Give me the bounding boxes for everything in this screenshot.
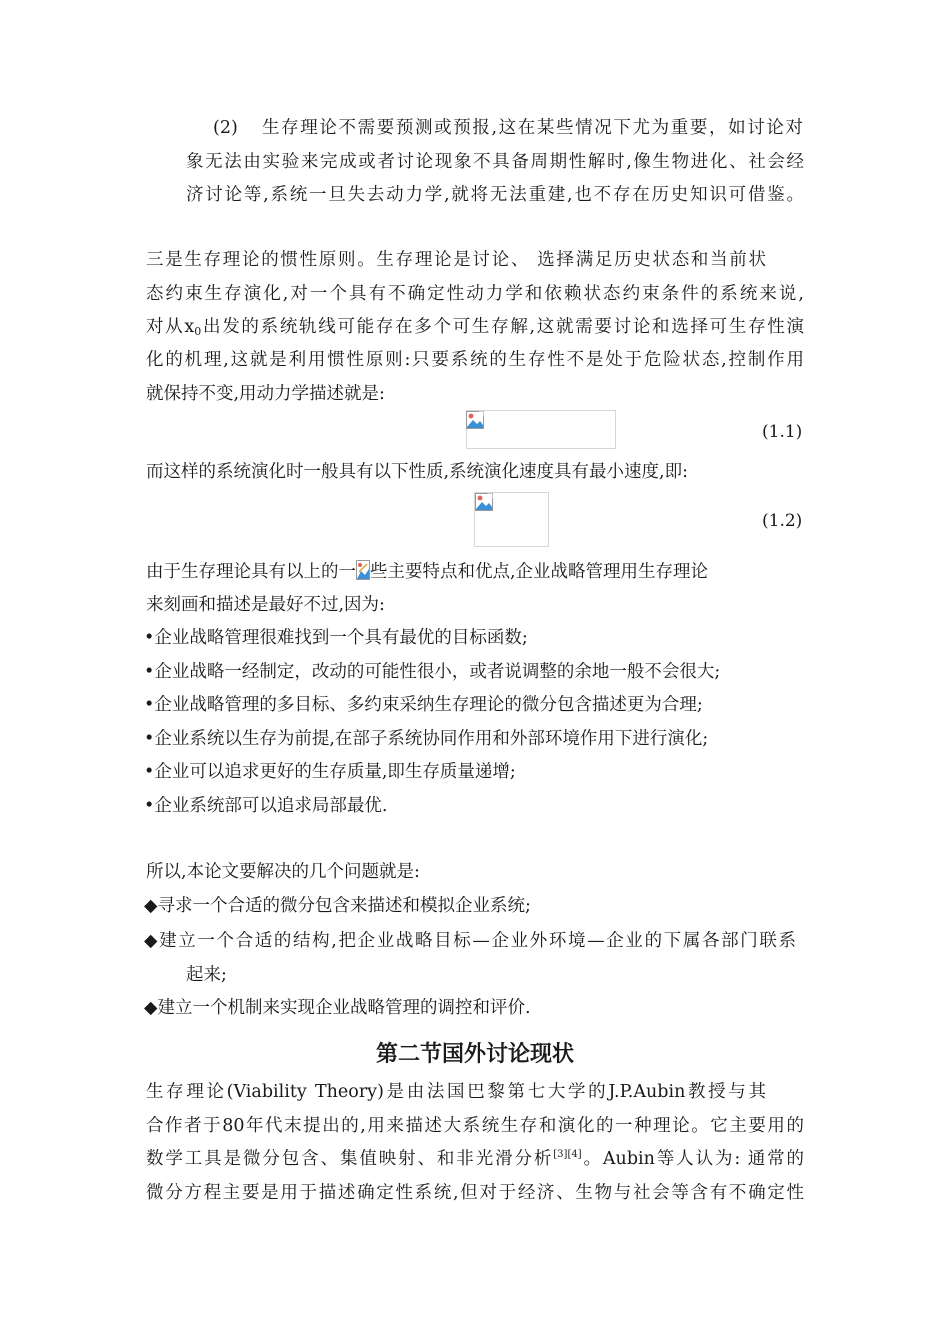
paragraph-line: 而这样的系统演化时一般具有以下性质,系统演化速度具有最小速度,即:: [146, 462, 689, 482]
broken-image-icon: [356, 560, 370, 580]
paragraph-line: [146, 1147, 804, 1171]
list-item: •企业系统部可以追求局部最优.: [144, 796, 388, 816]
paragraph-line: 所以,本论文要解决的几个问题就是:: [146, 862, 420, 882]
paragraph-line: 生存理论不需要预测或预报,这在某些情况下尤为重要，如讨论对: [262, 118, 803, 138]
paragraph-line: [146, 560, 708, 584]
paragraph-line: 态约束生存演化,对一个具有不确定性动力学和依赖状态约束条件的系统来说,: [146, 284, 804, 304]
paragraph-line: 化的机理,这就是利用惯性原则:只要系统的生存性不是处于危险状态,控制作用: [146, 350, 804, 370]
list-item: ◆寻求一个合适的微分包含来描述和模拟企业系统;: [144, 896, 531, 916]
paragraph-line: 济讨论等,系统一旦失去动力学,就将无法重建,也不存在历史知识可借鉴。: [186, 185, 804, 205]
broken-image-icon: [475, 493, 493, 511]
list-item: •企业系统以生存为前提,在部子系统协同作用和外部环境作用下进行演化;: [144, 729, 709, 749]
list-item: ◆建立一个机制来实现企业战略管理的调控和评价.: [144, 998, 531, 1018]
list-item-number: (2): [213, 118, 238, 138]
paragraph-line: 就保持不变,用动力学描述就是:: [146, 384, 385, 404]
list-item: •企业战略管理很难找到一个具有最优的目标函数;: [144, 628, 528, 648]
text-segment: 由于生存理论具有以上的一: [146, 562, 356, 582]
section-heading: 第二节国外讨论现状: [375, 1042, 574, 1067]
subscript: 0: [194, 325, 202, 338]
list-item: •企业可以追求更好的生存质量,即生存质量递增;: [144, 762, 516, 782]
text-segment: 对从x: [146, 317, 195, 337]
citation: [3][4]: [553, 1149, 582, 1160]
paragraph-line: 微分方程主要是用于描述确定性系统,但对于经济、生物与社会等含有不确定性: [146, 1183, 804, 1203]
text-segment: 。Aubin等人认为: 通常的: [581, 1149, 805, 1169]
list-item: ◆建立一个合适的结构,把企业战略目标—企业外环境—企业的下属各部门联系: [144, 931, 796, 951]
broken-image-icon: [466, 411, 484, 429]
text-segment: 些主要特点和优点,企业战略管理用生存理论: [370, 562, 709, 582]
text-segment: 数学工具是微分包含、集值映射、和非光滑分析: [146, 1149, 554, 1169]
paragraph-line: 三是生存理论的惯性原则。生存理论是讨论、 选择满足历史状态和当前状: [146, 250, 766, 270]
text-segment: 出发的系统轨线可能存在多个可生存解,这就需要讨论和选择可生存性演: [201, 317, 805, 337]
paragraph-line: 生存理论(Viability Theory)是由法国巴黎第七大学的J.P.Aubin教授与其: [146, 1082, 766, 1102]
equation-number: (1.1): [762, 422, 803, 442]
paragraph-line: 来刻画和描述是最好不过,因为:: [146, 595, 385, 615]
equation-image-placeholder: [466, 410, 616, 449]
list-item: •企业战略管理的多目标、多约束采纳生存理论的微分包含描述更为合理;: [144, 695, 703, 715]
paragraph-line: 合作者于80年代末提出的,用来描述大系统生存和演化的一种理论。它主要用的: [146, 1116, 804, 1136]
paragraph-line: 象无法由实验来完成或者讨论现象不具备周期性解时,像生物进化、社会经: [186, 152, 804, 172]
list-item-continuation: 起来;: [186, 965, 227, 985]
list-item: •企业战略一经制定，改动的可能性很小，或者说调整的余地一般不会很大;: [144, 662, 721, 682]
equation-number: (1.2): [762, 511, 803, 531]
paragraph-line: [146, 315, 804, 339]
